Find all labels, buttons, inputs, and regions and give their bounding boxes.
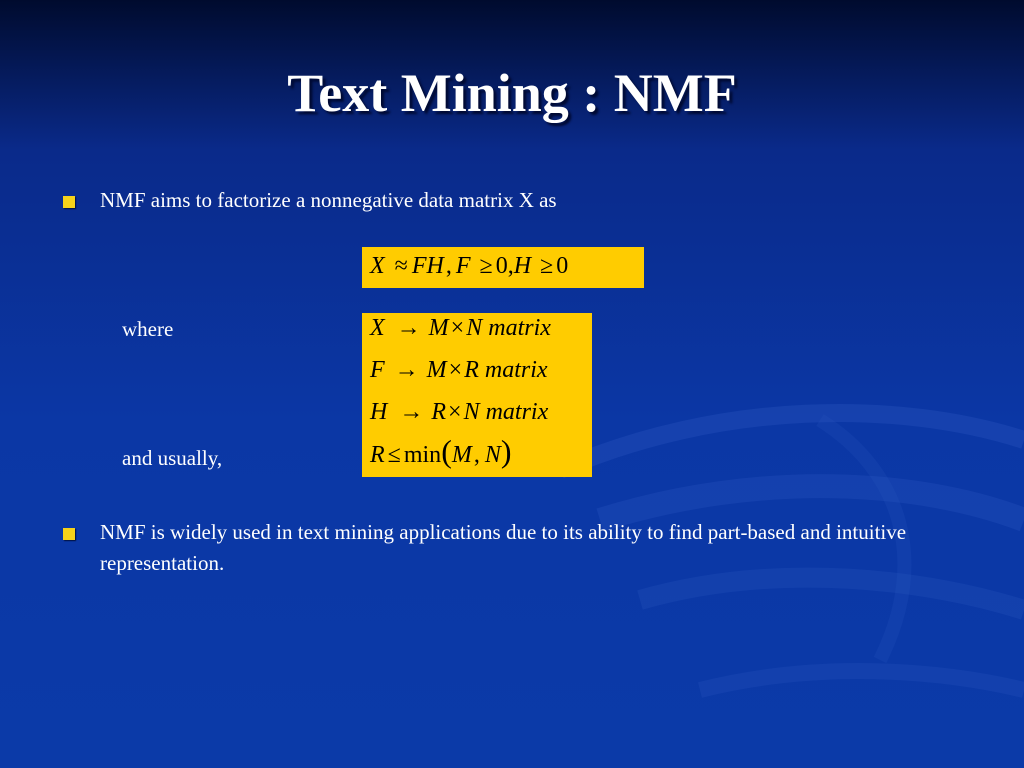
- eq-zero-2: 0: [556, 253, 569, 279]
- eq-fh: FH: [411, 253, 444, 279]
- where-label: where: [122, 317, 174, 341]
- def-arrow: →: [396, 315, 421, 341]
- rank-a: M: [451, 442, 472, 468]
- rank-close: ): [500, 433, 512, 469]
- bullet-text-1: NMF aims to factorize a nonnegative data matrix X as: [100, 188, 557, 212]
- def-times: ×: [448, 357, 463, 383]
- def-word: matrix: [484, 357, 548, 383]
- def-times: ×: [448, 399, 462, 425]
- def-lhs: M: [426, 357, 447, 383]
- rank-open: (: [441, 433, 452, 469]
- def-word: matrix: [488, 315, 551, 341]
- bullet-marker-1: [63, 196, 75, 208]
- eq-x: X: [370, 253, 385, 279]
- def-var: X: [370, 315, 385, 341]
- definitions-box: [362, 313, 592, 477]
- rank-row: [370, 433, 512, 469]
- def-times: ×: [450, 315, 465, 341]
- eq-zero-1: 0: [495, 253, 508, 279]
- bullet-marker-2: [63, 528, 75, 540]
- eq-comma-2: ,: [507, 253, 514, 279]
- def-var: F: [370, 357, 385, 383]
- eq-ge-2: ≥: [540, 253, 554, 279]
- def-rhs: N: [466, 315, 483, 341]
- usually-label: and usually,: [122, 446, 223, 470]
- def-row-x: [370, 315, 551, 342]
- slide-title: Text Mining : NMF: [287, 63, 737, 123]
- def-row-h: [370, 399, 548, 426]
- rank-var: R: [370, 442, 385, 468]
- def-var: H: [370, 399, 388, 425]
- eq-comma-1: ,: [445, 253, 452, 279]
- eq-f: F: [455, 253, 471, 279]
- def-rhs: R: [464, 357, 479, 383]
- def-arrow: →: [399, 399, 424, 425]
- eq-ge-1: ≥: [479, 253, 493, 279]
- rank-comma: ,: [473, 442, 480, 468]
- def-rhs: N: [463, 399, 480, 425]
- rank-le: ≤: [387, 442, 401, 468]
- eq-h: H: [513, 253, 532, 279]
- def-lhs: M: [428, 315, 449, 341]
- eq-approx: ≈: [394, 253, 408, 279]
- rank-fn: min: [403, 442, 442, 468]
- rank-b: N: [484, 442, 501, 468]
- main-equation-box: [362, 247, 644, 288]
- def-lhs: R: [431, 399, 447, 425]
- def-row-f: [370, 357, 548, 384]
- def-word: matrix: [485, 399, 549, 425]
- bullet-text-2: NMF is widely used in text mining applications due to its ability to find part-based and intuitive representation.: [100, 520, 907, 575]
- def-arrow: →: [394, 357, 419, 383]
